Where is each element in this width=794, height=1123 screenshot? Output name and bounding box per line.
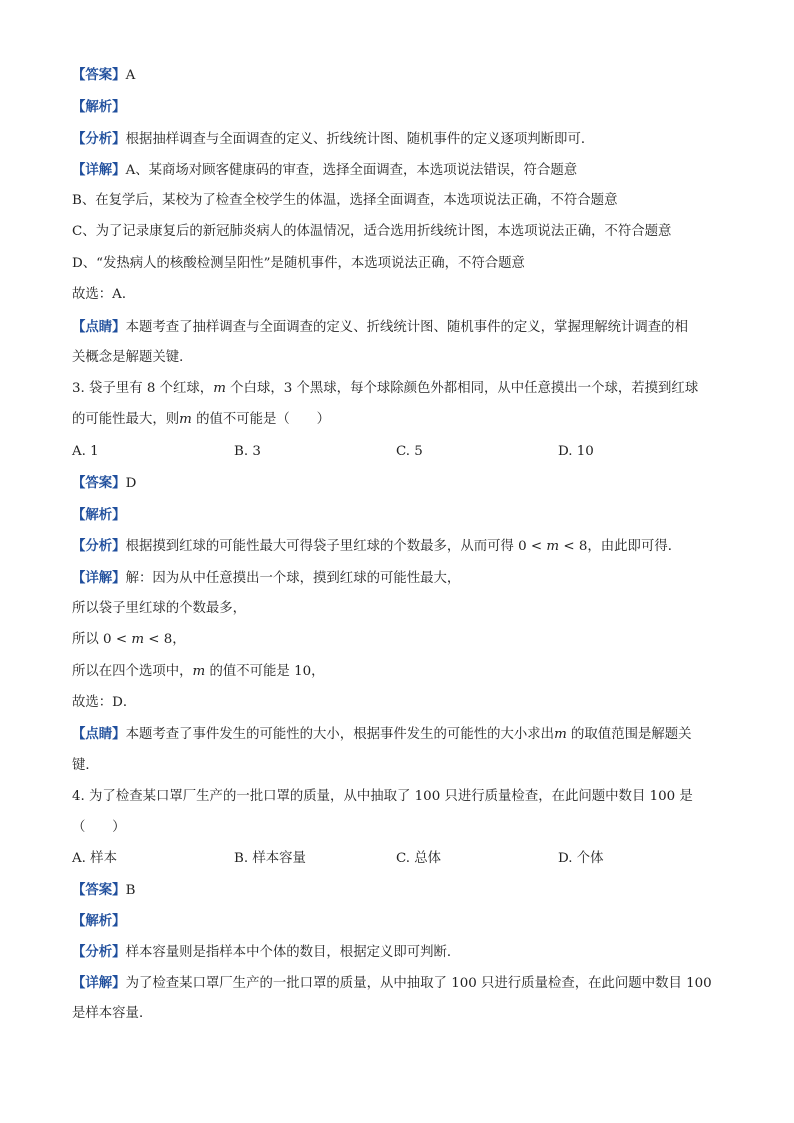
q2-line-b: B、在复学后，某校为了检查全校学生的体温，选择全面调查，本选项说法正确，不符合题意 <box>72 193 618 208</box>
q4-answer-line <box>72 881 135 900</box>
q3-line-1: 所以袋子里红球的个数最多， <box>72 601 247 616</box>
q2-line-d: D、“发热病人的核酸检测呈阳性”是随机事件，本选项说法正确，不符合题意 <box>72 256 525 271</box>
var-m: m <box>192 664 206 679</box>
analysis-tag: 解析 <box>85 507 113 523</box>
q3-dianjing-line-2: 键． <box>72 758 99 773</box>
q4-stem-line-1: 4. 为了检查某口罩厂生产的一批口罩的质量，从中抽取了 100 只进行质量检查，在此问题中数目 100 是 <box>72 789 693 804</box>
q3-answer-line <box>72 474 136 493</box>
q3-analysis-heading: 【解析】 <box>72 507 126 523</box>
var-m: m <box>179 412 192 427</box>
q4-xiangjie-line: 【详解】为了检查某口罩厂生产的一批口罩的质量，从中抽取了 100 只进行质量检查，在此问题中数目 100 <box>72 975 712 991</box>
q2-choice: 故选：A． <box>72 287 136 302</box>
answer-tag: 【答案】 <box>72 882 126 898</box>
q3-option-b: B. 3 <box>234 444 261 459</box>
q4-option-d: D. 个体 <box>558 851 604 866</box>
q2-xiangjie-line: 【详解】A、某商场对顾客健康码的审查，选择全面调查，本选项说法错误，符合题意 <box>72 162 578 178</box>
q4-stem-line-2: （ ） <box>72 820 126 835</box>
q3-line-3: 所以在四个选项中，m 的值不可能是 10， <box>72 664 325 679</box>
var-m: m <box>546 539 560 554</box>
q4-line-2: 是样本容量． <box>72 1006 153 1021</box>
q3-dianjing-line: 【点睛】本题考查了事件发生的可能性的大小，根据事件发生的可能性的大小求出m 的取值范围是解题关 <box>72 726 692 742</box>
xiangjie-tag: 【详解】 <box>72 162 126 178</box>
q2-analysis-heading: 【解析】 <box>72 99 126 115</box>
analysis-tag: 解析 <box>85 913 113 929</box>
q3-stem-line-2: 的可能性最大，则m 的值不可能是（ ） <box>72 412 330 427</box>
q3-option-d: D. 10 <box>558 444 594 459</box>
var-m: m <box>213 381 226 396</box>
q4-analysis-heading: 【解析】 <box>72 913 126 929</box>
q2-dianjing-line-2: 关概念是解题关键． <box>72 350 193 365</box>
q4-option-a: A. 样本 <box>72 851 117 866</box>
q4-fenxi-line: 【分析】样本容量则是指样本中个体的数目，根据定义即可判断． <box>72 944 461 960</box>
q2-line-c: C、为了记录康复后的新冠肺炎病人的体温情况，适合选用折线统计图，本选项说法正确，不符合题意 <box>72 224 672 239</box>
q4-option-c: C. 总体 <box>396 851 442 866</box>
dianjing-tag: 【点睛】 <box>72 726 126 742</box>
q3-choice: 故选：D． <box>72 695 137 710</box>
q2-fenxi-line: 【分析】根据抽样调查与全面调查的定义、折线统计图、随机事件的定义逐项判断即可． <box>72 131 595 147</box>
q2-dianjing-line: 【点睛】本题考查了抽样调查与全面调查的定义、折线统计图、随机事件的定义，掌握理解统计调查的相 <box>72 319 688 335</box>
q4-option-b: B. 样本容量 <box>234 851 306 866</box>
fenxi-tag: 【分析】 <box>72 538 126 554</box>
q3-line-2: 所以 0 < m < 8， <box>72 632 186 647</box>
xiangjie-tag: 【详解】 <box>72 570 126 586</box>
answer-tag: 【答案】 <box>72 475 126 491</box>
answer-value: D <box>125 476 137 491</box>
var-m: m <box>554 727 567 742</box>
q3-option-a: A. 1 <box>72 444 99 459</box>
analysis-tag: 解析 <box>85 99 113 115</box>
q3-xiangjie-line: 【详解】解：因为从中任意摸出一个球，摸到红球的可能性最大， <box>72 570 461 586</box>
xiangjie-tag: 【详解】 <box>72 975 126 991</box>
fenxi-tag: 【分析】 <box>72 944 126 960</box>
dianjing-tag: 【点睛】 <box>72 319 126 335</box>
answer-value: B <box>125 883 136 898</box>
fenxi-tag: 【分析】 <box>72 131 126 147</box>
q3-option-c: C. 5 <box>396 444 423 459</box>
answer-value: A <box>125 68 136 83</box>
q2-answer-line <box>72 66 135 85</box>
answer-tag: 【答案】 <box>72 67 126 83</box>
var-m: m <box>131 632 145 647</box>
q3-fenxi-line: 【分析】根据摸到红球的可能性最大可得袋子里红球的个数最多，从而可得 0 < m < 8，由此即可得． <box>72 538 682 554</box>
q3-stem-line-1: 3. 袋子里有 8 个红球，m 个白球，3 个黑球，每个球除颜色外都相同，从中任意摸出一个球，若摸到红球 <box>72 381 699 396</box>
